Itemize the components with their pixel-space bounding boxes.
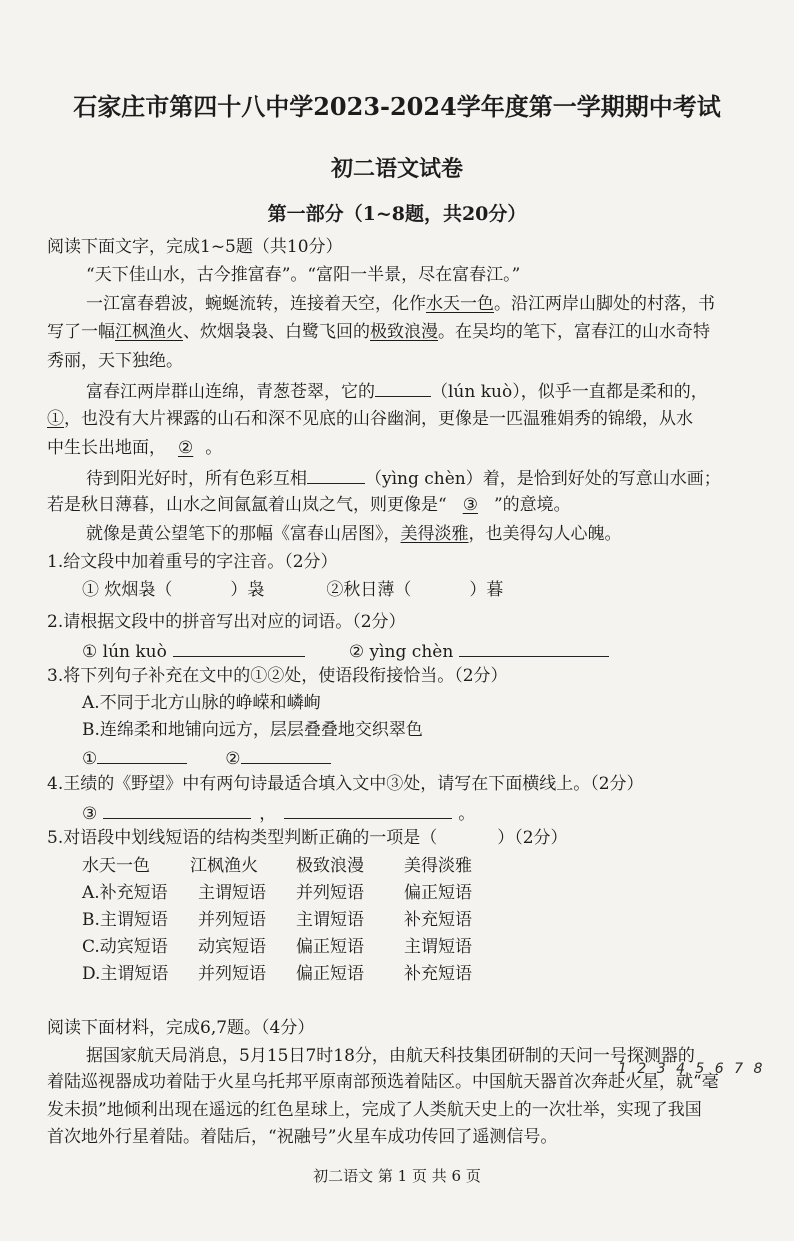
part-heading: 第一部分（1~8题，共20分） (267, 203, 527, 225)
q5-header-4: 美得淡雅 (404, 856, 472, 876)
q5-cell: 偏正短语 (296, 964, 364, 984)
passage-text: ，也美得勾人心魄。 (468, 524, 622, 544)
page-footer: 初二语文 第 1 页 共 6 页 (313, 1167, 481, 1185)
q5-cell: 并列短语 (296, 883, 364, 903)
q5-option-a[interactable]: A.补充短语 (82, 883, 168, 903)
passage-text: 。在吴均的笔下，富春江的山水奇特 (438, 322, 710, 342)
question-2-stem: 2.请根据文段中的拼音写出对应的词语。（2分） (47, 612, 406, 632)
q4-answers (82, 800, 475, 826)
underlined-phrase-3: 极致浪漫 (370, 322, 438, 342)
passage-text: 若是秋日薄暮，山水之间氤氲着山岚之气，则更像是“ (47, 495, 447, 515)
passage-line-5 (86, 378, 708, 404)
blank-marker-3: ③ (462, 495, 478, 515)
blank-marker-2: ② (178, 438, 194, 458)
passage-text: 、炊烟袅袅、白鹭飞回的 (183, 322, 370, 342)
q2-item-1: ① lún kuò (82, 642, 167, 662)
q1-item-1: ① 炊烟袅（ (82, 580, 173, 600)
blank-marker-1: ① (47, 409, 64, 429)
q3-answers (82, 745, 331, 771)
q1-item-2: ②秋日薄（ (326, 580, 412, 600)
q5-cell: 并列短语 (198, 964, 266, 984)
passage-text: （lún kuò），似乎一直都是柔和的， (431, 382, 708, 402)
q5-header-3: 极致浪漫 (296, 856, 364, 876)
passage-line-7 (47, 436, 222, 460)
passage-text: 中生长出地面， (47, 438, 166, 458)
q4-comma: ， (259, 804, 277, 824)
q3-answer-line-1[interactable] (97, 745, 187, 764)
question-4-stem: 4.王绩的《野望》中有两句诗最适合填入文中③处，请写在下面横线上。（2分） (47, 774, 644, 794)
exam-title: 石家庄市第四十八中学2023-2024学年度第一学期期中考试 (73, 92, 721, 121)
q5-option-b[interactable]: B.主谓短语 (82, 910, 168, 930)
question-2-answers (82, 638, 609, 664)
q5-cell: 偏正短语 (404, 883, 472, 903)
exam-subtitle: 初二语文试卷 (330, 156, 463, 182)
passage-line-10 (86, 522, 622, 546)
passage-line-8 (86, 465, 721, 491)
passage-text: 一江富春碧波，蜿蜒流转，连接着天空，化作 (86, 294, 426, 314)
q1-item-1-tail: ）袅 (230, 580, 265, 600)
q3-option-b: B.连绵柔和地铺向远方，层层叠叠地交织翠色 (82, 720, 423, 740)
underlined-phrase-1: 水天一色 (426, 294, 494, 314)
q5-option-c[interactable]: C.动宾短语 (82, 937, 168, 957)
passage-line-6 (47, 407, 693, 431)
q5-cell: 主谓短语 (296, 910, 364, 930)
passage-text: 。 (205, 438, 223, 458)
q5-cell: 偏正短语 (296, 937, 364, 957)
material-line-3: 发未损”地倾利出现在遥远的红色星球上，完成了人类航天史上的一次壮举，实现了我国 (47, 1100, 702, 1120)
question-1-stem: 1.给文段中加着重号的字注音。（2分） (47, 552, 338, 572)
q5-cell: 动宾短语 (198, 937, 266, 957)
q2-answer-line-2[interactable] (459, 638, 609, 657)
passage-text: （yìng chèn）着，是恰到好处的写意山水画； (365, 469, 721, 489)
q5-cell: 并列短语 (198, 910, 266, 930)
passage-line-3 (47, 320, 710, 344)
q5-stem-text: 5.对语段中划线短语的结构类型判断正确的一项是（ (47, 828, 438, 848)
underlined-phrase-2: 江枫渔火 (115, 322, 183, 342)
passage-line-9 (47, 493, 571, 517)
passage-text: 。沿江两岸山脚处的村落，书 (494, 294, 715, 314)
q2-answer-line-1[interactable] (173, 638, 305, 657)
blank-lunkuo[interactable] (375, 378, 431, 397)
q3-label-1: ① (82, 749, 98, 769)
q5-header-2: 江枫渔火 (190, 856, 258, 876)
passage-line-2 (86, 292, 715, 316)
passage-text: 富春江两岸群山连绵，青葱苍翠，它的 (86, 382, 375, 402)
passage-text: 写了一幅 (47, 322, 115, 342)
passage-line-1: “天下佳山水，古今推富春”。“富阳一半景，尽在富春江。” (86, 265, 521, 285)
passage-text: ，也没有大片裸露的山石和深不见底的山谷幽涧，更像是一匹温雅娟秀的锦缎，从水 (64, 409, 693, 429)
blank-yingchen[interactable] (307, 465, 365, 484)
q1-item-2-tail: ）暮 (469, 580, 504, 600)
q5-cell: 主谓短语 (198, 883, 266, 903)
q4-label: ③ (82, 804, 98, 824)
handwritten-numbers: 1 2 3 4 5 6 7 8 (618, 1061, 766, 1077)
q4-period: 。 (458, 804, 476, 824)
q5-option-d[interactable]: D.主谓短语 (82, 964, 169, 984)
underlined-phrase-4: 美得淡雅 (400, 524, 469, 544)
q5-cell: 补充短语 (404, 964, 472, 984)
question-3-stem: 3.将下列句子补充在文中的①②处，使语段衔接恰当。（2分） (47, 666, 508, 686)
passage-text: ”的意境。 (493, 495, 571, 515)
section1-intro: 阅读下面文字，完成1~5题（共10分） (47, 237, 343, 257)
q5-cell: 主谓短语 (404, 937, 472, 957)
material-line-2: 着陆巡视器成功着陆于火星乌托邦平原南部预选着陆区。中国航天器首次奔赴火星，就“毫 (47, 1072, 719, 1092)
q5-header-1: 水天一色 (82, 856, 150, 876)
q2-item-2: ② yìng chèn (348, 642, 454, 662)
passage-text: 待到阳光好时，所有色彩互相 (86, 469, 307, 489)
passage-line-4: 秀丽，天下独绝。 (47, 351, 183, 371)
passage-text: 就像是黄公望笔下的那幅《富春山居图》， (86, 524, 401, 544)
material-line-4: 首次地外行星着陆。着陆后，“祝融号”火星车成功传回了遥测信号。 (47, 1127, 558, 1147)
question-1-answers (82, 578, 503, 602)
section2-intro: 阅读下面材料，完成6,7题。（4分） (47, 1018, 315, 1038)
q3-answer-line-2[interactable] (241, 745, 331, 764)
q3-label-2: ② (225, 749, 241, 769)
q5-cell: 补充短语 (404, 910, 472, 930)
q5-stem-tail: ）（2分） (497, 828, 568, 848)
question-5-stem (47, 826, 568, 850)
q4-answer-line-1[interactable] (103, 800, 251, 819)
q4-answer-line-2[interactable] (284, 800, 452, 819)
q3-option-a: A.不同于北方山脉的峥嵘和嶙峋 (82, 693, 321, 713)
material-line-1: 据国家航天局消息，5月15日7时18分，由航天科技集团研制的天问一号探测器的 (86, 1046, 695, 1066)
